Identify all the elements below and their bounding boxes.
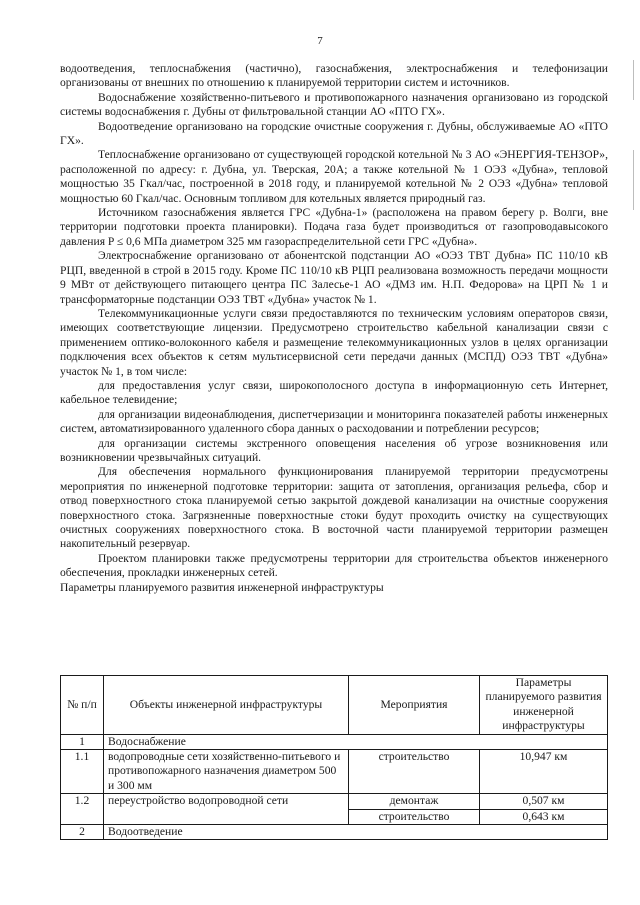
paragraph-telecom-monitoring: для организации видеонаблюдения, диспетчеризации и мониторинга показателей работы инженерных систем, автоматизированного удаленного сбора данных о расходовании и потреблении ресурсов;: [60, 407, 608, 436]
row-object: водопроводные сети хозяйственно-питьевого и противопожарного назначения диаметром 500 и 300 мм: [104, 750, 349, 794]
row-action: строительство: [349, 809, 480, 824]
paragraph-territories: Проектом планировки также предусмотрены территории для строительства объектов инженерного обеспечения, прокладки инженерных сетей.: [60, 551, 608, 580]
paragraph-power-supply: Электроснабжение организовано от абонентской подстанции АО «ОЭЗ ТВТ Дубна» ПС 110/10 кВ РЦП, введенной в строй в 2015 году. Кроме ПС 110/10 кВ РЦП реализована возможность передачи мощности 9 МВт от действующего питающего центра ПС Залесье-1 АО «ДМЗ им. Н.П. Федорова» на ЦРП № 1 и трансформаторные подстанции ОЭЗ ТВТ «Дубна» участок № 1.: [60, 249, 608, 306]
paragraph-heat-supply: Теплоснабжение организовано от существующей городской котельной № 3 АО «ЭНЕРГИЯ-ТЕНЗОР», расположенной по адресу: г. Дубна, ул. Тверская, 20А; а также котельной № 1 ОЭЗ «Дубна», тепловой мощностью 35 Гкал/час, построенной в 2018 году, и планируемой котельной № 2 ОЭЗ «Дубна» тепловой мощностью 60 Гкал/час. Основным топливом для котельных является природный газ.: [60, 148, 608, 205]
paragraph-telecom-emergency: для организации системы экстренного оповещения населения об угрозе возникновения или возникновении чрезвычайных ситуаций.: [60, 436, 608, 464]
row-action: строительство: [349, 750, 480, 794]
table-row: [61, 750, 608, 794]
header-action: Мероприятия: [349, 676, 480, 735]
row-section-title: Водоснабжение: [104, 734, 608, 749]
paragraph-water-supply: Водоснабжение хозяйственно-питьевого и противопожарного назначения организовано из городской системы водоснабжения г. Дубны от фильтровальной станции АО «ПТО ГХ».: [60, 90, 608, 119]
paragraph-gas-supply: Источником газоснабжения является ГРС «Дубна-1» (расположена на правом берегу р. Волги, вне территории подготовки проекта планировки). Подача газа будет производиться от газопроводавысокого давления P ≤ 0,6 МПа диаметром 325 мм газораспределительной сети ГРС «Дубна».: [60, 206, 608, 248]
paragraph-utilities-intro: водоотведения, теплоснабжения (частично), газоснабжения, электроснабжения и телефонизации организованы от внешних по отношению к планируемой территории систем и источников.: [60, 62, 608, 90]
row-section-title: Водоотведение: [104, 825, 608, 840]
row-parameter: 0,507 км: [480, 794, 608, 809]
paragraph-telecom-internet: для предоставления услуг связи, широкополосного доступа в информационную сеть Интернет, кабельное телевидение;: [60, 378, 608, 407]
infrastructure-table: [60, 675, 608, 840]
row-parameter: 0,643 км: [480, 809, 608, 824]
header-object: Объекты инженерной инфраструктуры: [104, 676, 349, 735]
scan-edge-mark: [633, 60, 634, 100]
page-number: 7: [317, 35, 323, 47]
paragraph-sewerage: Водоотведение организовано на городские очистные сооружения г. Дубны, обслуживаемые АО «ПТО ГХ».: [60, 119, 608, 148]
header-number: № п/п: [61, 676, 104, 735]
row-number: 1.1: [61, 750, 104, 794]
row-number: 2: [61, 825, 104, 840]
row-action: демонтаж: [349, 794, 480, 809]
scan-edge-mark: [633, 150, 634, 210]
header-parameters: Параметры планируемого развития инженерной инфраструктуры: [480, 676, 608, 735]
row-number: 1: [61, 734, 104, 749]
table-row: [61, 794, 608, 809]
table-header-row: [61, 676, 608, 735]
row-parameter: 10,947 км: [480, 750, 608, 794]
paragraph-telecom: Телекоммуникационные услуги связи предоставляются по техническим условиям операторов связи, имеющих соответствующие лицензии. Предусмотрено строительство кабельной канализации связи с применением оптико-волоконного кабеля и размещение телекоммуникационных узлов в целях организации подключения всех объектов к сетям мультисервисной сети передачи данных (МСПД) ОЭЗ ТВТ «Дубна» участок № 1, в том числе:: [60, 306, 608, 378]
row-number: 1.2: [61, 794, 104, 825]
table-row: [61, 734, 608, 749]
document-body: [60, 62, 608, 595]
table-title: Параметры планируемого развития инженерной инфраструктуры: [60, 580, 384, 594]
table-row: [61, 825, 608, 840]
paragraph-engineering-preparation: Для обеспечения нормального функционирования планируемой территории предусмотрены мероприятия по инженерной подготовке территории: защита от затопления, организация рельефа, сбор и отвод поверхностного стока планируемой сетью закрытой дождевой канализации на очистные сооружения поверхностного стока. Загрязненные поверхностные стоки будут проходить очистку на существующих очистных сооружениях поверхностного стока. В восточной части планируемой территории размещен накопительный резервуар.: [60, 465, 608, 551]
row-object: переустройство водопроводной сети: [104, 794, 349, 825]
